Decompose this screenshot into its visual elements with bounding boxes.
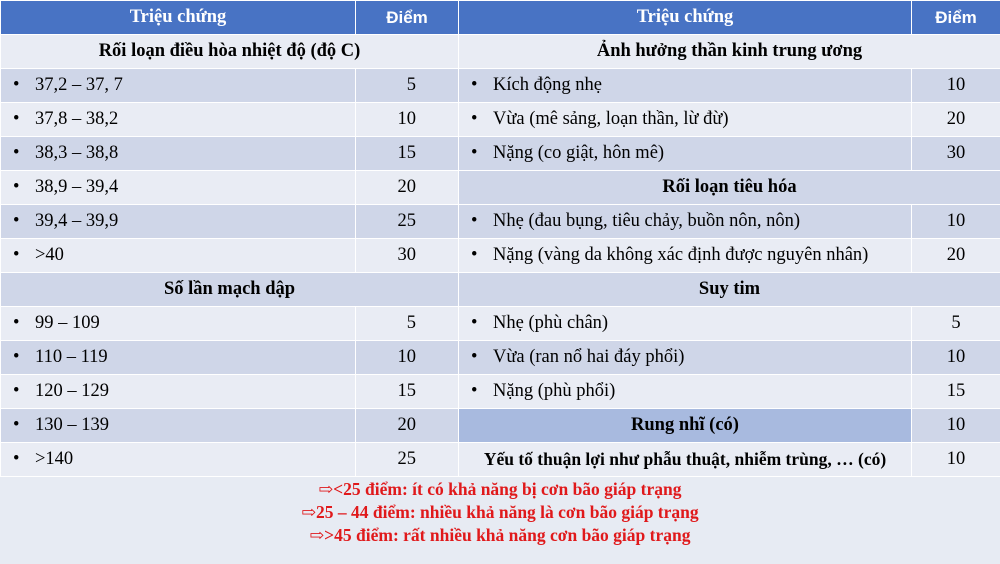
note-high: ⇨>45 điểm: rất nhiều khả năng cơn bão giáp trạng	[309, 525, 691, 545]
section-title-cns: Ảnh hưởng thần kinh trung ương	[459, 35, 1000, 69]
pulse-points-5: 25	[356, 443, 459, 477]
hf-row-2: • Vừa (ran nổ hai đáy phổi)	[459, 341, 912, 375]
table-row	[1, 239, 1000, 273]
precipitating-factor-points: 10	[912, 443, 1000, 477]
table-row	[1, 137, 1000, 171]
cns-points-3: 30	[912, 137, 1000, 171]
temp-range-1: • 37,2 – 37, 7	[1, 69, 356, 103]
table-row	[1, 409, 1000, 443]
pulse-points-1: 5	[356, 307, 459, 341]
cns-row-1: • Kích động nhẹ	[459, 69, 912, 103]
section-title-gi: Rối loạn tiêu hóa	[459, 171, 1000, 205]
gi-row-1: • Nhẹ (đau bụng, tiêu chảy, buồn nôn, nôn)	[459, 205, 912, 239]
hf-points-2: 10	[912, 341, 1000, 375]
table-row	[1, 375, 1000, 409]
temp-range-5: • 39,4 – 39,9	[1, 205, 356, 239]
table-row	[1, 69, 1000, 103]
hf-points-1: 5	[912, 307, 1000, 341]
interpretation-notes	[0, 478, 1000, 547]
header-points-left: Điểm	[356, 1, 459, 35]
pulse-range-4: • 130 – 139	[1, 409, 356, 443]
temp-range-4: • 38,9 – 39,4	[1, 171, 356, 205]
temp-range-6: • >40	[1, 239, 356, 273]
precipitating-factor-label: Yếu tố thuận lợi như phẫu thuật, nhiễm trùng, … (có)	[459, 443, 912, 477]
table-row	[1, 171, 1000, 205]
gi-points-1: 10	[912, 205, 1000, 239]
temp-range-2: • 37,8 – 38,2	[1, 103, 356, 137]
temp-points-2: 10	[356, 103, 459, 137]
table-row	[1, 35, 1000, 69]
header-row	[1, 1, 1000, 35]
table-row	[1, 103, 1000, 137]
pulse-range-2: • 110 – 119	[1, 341, 356, 375]
note-low: ⇨<25 điểm: ít có khả năng bị cơn bão giáp trạng	[318, 479, 682, 499]
temp-points-3: 15	[356, 137, 459, 171]
cns-row-3: • Nặng (co giật, hôn mê)	[459, 137, 912, 171]
temp-points-6: 30	[356, 239, 459, 273]
pulse-range-5: • >140	[1, 443, 356, 477]
table-row	[1, 443, 1000, 477]
hf-points-3: 15	[912, 375, 1000, 409]
temp-points-4: 20	[356, 171, 459, 205]
pulse-points-2: 10	[356, 341, 459, 375]
pulse-points-3: 15	[356, 375, 459, 409]
atrial-fibrillation-label: Rung nhĩ (có)	[459, 409, 912, 443]
cns-row-2: • Vừa (mê sảng, loạn thần, lừ đừ)	[459, 103, 912, 137]
pulse-range-1: • 99 – 109	[1, 307, 356, 341]
section-title-pulse: Số lần mạch dập	[1, 273, 459, 307]
header-symptom-right: Triệu chứng	[459, 1, 912, 35]
temp-points-5: 25	[356, 205, 459, 239]
header-symptom-left: Triệu chứng	[1, 1, 356, 35]
pulse-points-4: 20	[356, 409, 459, 443]
cns-points-1: 10	[912, 69, 1000, 103]
table-row	[1, 307, 1000, 341]
temp-points-1: 5	[356, 69, 459, 103]
temp-range-3: • 38,3 – 38,8	[1, 137, 356, 171]
gi-points-2: 20	[912, 239, 1000, 273]
cns-points-2: 20	[912, 103, 1000, 137]
table-row	[1, 273, 1000, 307]
section-title-temperature: Rối loạn điều hòa nhiệt độ (độ C)	[1, 35, 459, 69]
header-points-right: Điểm	[912, 1, 1000, 35]
section-title-heart-failure: Suy tim	[459, 273, 1000, 307]
atrial-fibrillation-points: 10	[912, 409, 1000, 443]
gi-row-2: • Nặng (vàng da không xác định được nguyên nhân)	[459, 239, 912, 273]
hf-row-1: • Nhẹ (phù chân)	[459, 307, 912, 341]
table-row	[1, 341, 1000, 375]
hf-row-3: • Nặng (phù phổi)	[459, 375, 912, 409]
note-moderate: ⇨25 – 44 điểm: nhiều khả năng là cơn bão giáp trạng	[301, 502, 699, 522]
pulse-range-3: • 120 – 129	[1, 375, 356, 409]
table-row	[1, 205, 1000, 239]
